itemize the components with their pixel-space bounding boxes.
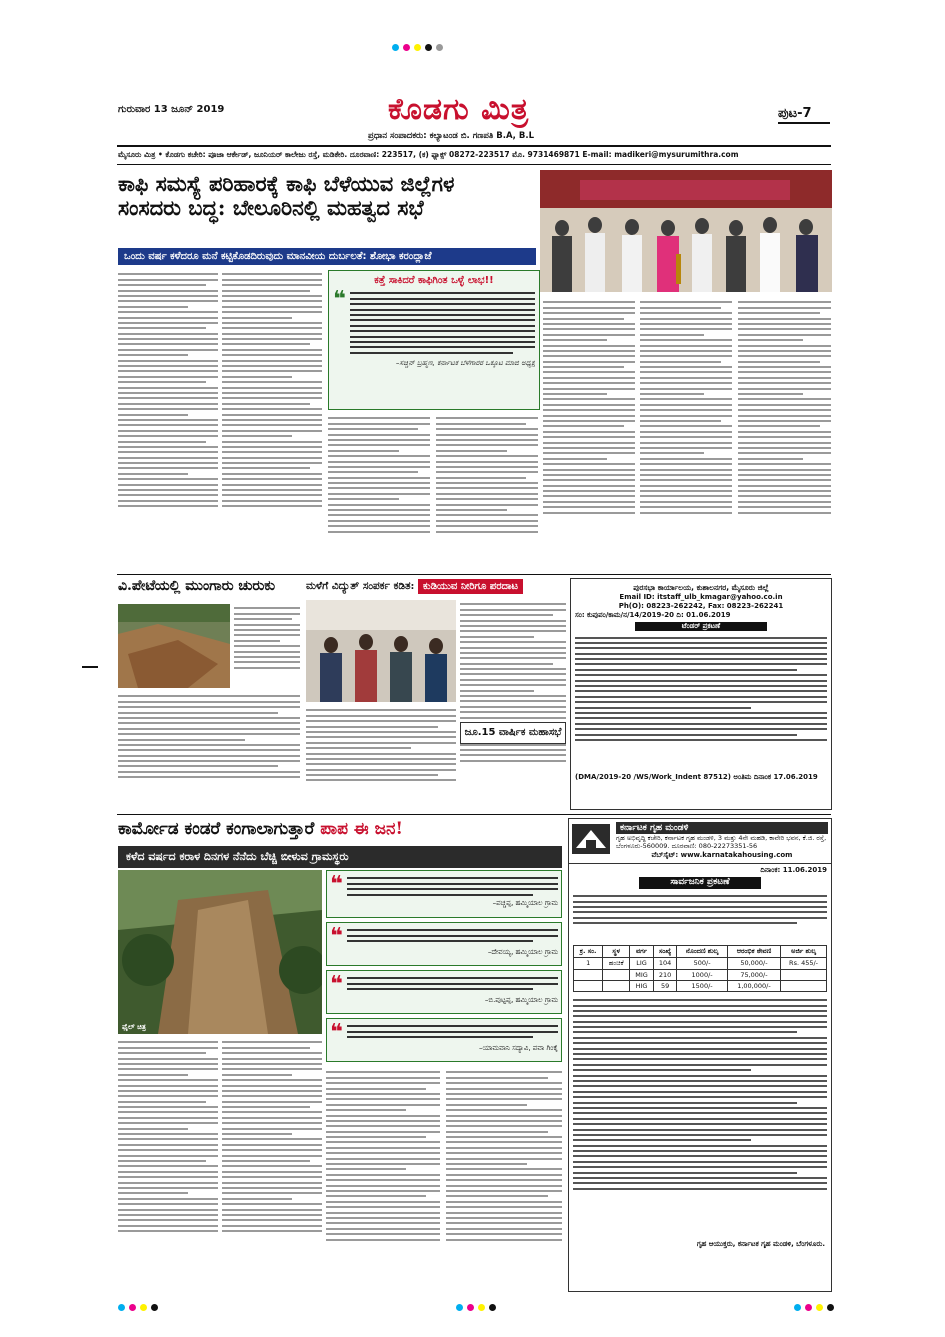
table-header: ಕ್ರ. ಸಂ. <box>574 945 603 957</box>
registration-marks-bottom-center <box>456 1304 496 1311</box>
lead-photo <box>540 170 832 292</box>
margin-mark <box>82 666 98 668</box>
lead-quote-box <box>328 270 540 410</box>
masthead-rule <box>117 145 831 147</box>
quote-mark-icon: ❝ <box>330 1020 343 1045</box>
table-header: ನೊಂದಣಿ ಶುಲ್ಕ <box>677 945 727 957</box>
quote-mark-icon: ❝ <box>330 872 343 897</box>
table-header: ಸ್ಥಳ <box>603 945 630 957</box>
feature-headline: ಕಾರ್ಮೋಡ ಕಂಡರೆ ಕಂಗಾಲಾಗುತ್ತಾರೆ ಪಾಪ ಈ ಜನ! <box>118 819 403 839</box>
rain-headline: ವಿ.ಪೇಟೆಯಲ್ಲಿ ಮುಂಗಾರು ಚುರುಕು <box>118 578 276 594</box>
housing-notice <box>568 818 832 1292</box>
feature-text-col-4 <box>446 1068 562 1288</box>
registration-marks-bottom-left <box>118 1304 158 1311</box>
page-number-rule <box>778 122 830 124</box>
housing-board-logo-icon <box>572 824 610 858</box>
quote-mark-icon: ❝ <box>330 924 343 949</box>
quote-credit: –ಸಚ್ಚಿನ್ ಬ್ರಹ್ಮಣ, ಕರ್ನಾಟಕ ಬೆಳೆಗಾರರ ಒಕ್ಕೂಟ ಮಾಜಿ ಅಧ್ಯಕ್ಷ <box>395 359 535 368</box>
rain-text-bottom <box>118 692 300 808</box>
editor-line: ಪ್ರಧಾನ ಸಂಪಾದಕರು: ಕಲ್ಯಾಟಂಡ ಬಿ. ಗಣಪತಿ B.A, B.L <box>368 131 534 141</box>
page-number: ಪುಟ-7 <box>778 106 812 121</box>
table-row: 1 ಹಂಚಿಕೆ LIG 104 500/- 50,000/- Rs. 455/- <box>574 957 827 969</box>
section-rule-2 <box>117 814 831 815</box>
power-photo <box>306 600 456 702</box>
feature-subhead: ಕಳೆದ ವರ್ಷದ ಕರಾಳ ದಿನಗಳ ನೆನೆದು ಬೆಚ್ಚಿ ಬೀಳುವ ಗ್ರಾಮಸ್ಥರು <box>118 846 562 868</box>
quote-credit: –ಯಾಮವಾನಿ ಸದ್ಯಾವಿ, ಪವಾ ಗಿಂಕೈ <box>478 1044 558 1052</box>
lead-text-col-6 <box>640 298 732 574</box>
quote-title: ಕತ್ತೆ ಸಾಕಿದರೆ ಕಾಫಿಗಿಂತ ಒಳ್ಳೆ ಲಾಭ!! <box>374 275 494 286</box>
lead-text-col-2 <box>222 270 322 574</box>
feature-quote-2 <box>326 922 562 966</box>
feature-quote-3 <box>326 970 562 1014</box>
tender-ref: ಸಂ: ಕುಪುಪಂ/ಕಾಮ/ನ/14/2019-20 ದಿ: 01.06.2019 <box>575 610 731 619</box>
registration-marks-top <box>392 44 443 51</box>
feature-text-col-2 <box>222 1038 322 1288</box>
lead-text-col-5 <box>543 298 635 574</box>
housing-address: ಗೃಹ ಅಭಿವೃದ್ಧಿ ಕಚೇರಿ, ಕರ್ನಾಟಕ ಗೃಹ ಮಂಡಳಿ, 3 ಮತ್ತು 4ನೇ ಮಹಡಿ, ಕಾವೇರಿ ಭವನ, ಕೆ.ಜಿ. ರಸ್ತೆ, ಬೆಂಗಳೂರು-560009. ದೂರವಾಣಿ: 080-22273351-56 <box>616 834 827 851</box>
contact-rule <box>117 164 831 165</box>
power-text-left <box>306 706 456 808</box>
table-row: HIG 59 1500/- 1,00,000/- <box>574 980 827 991</box>
quote-mark-icon: ❝ <box>333 287 346 312</box>
housing-table <box>573 945 827 992</box>
table-header: ಆರಂಭಿಕ ಠೇವಣಿ <box>727 945 780 957</box>
section-rule-1 <box>117 574 831 575</box>
quote-credit: –ಪಚ್ಚಪ್ಪ, ಹಮ್ಮಿಯಾಲ ಗ್ರಾಮ <box>492 898 558 907</box>
tender-notice <box>570 578 832 810</box>
registration-marks-bottom-right <box>794 1304 834 1311</box>
lead-subhead: ಒಂದು ವರ್ಷ ಕಳೆದರೂ ಮನೆ ಕಟ್ಟಿಕೊಡದಿರುವುದು ಮಾನವೀಯ ದುರ್ಬಲತೆ: ಶೋಭಾ ಕರಂದ್ಲಾಜೆ <box>118 248 536 265</box>
lead-text-col-7 <box>738 298 831 574</box>
table-header: ಅರ್ಜಿ ಶುಲ್ಕ <box>781 945 827 957</box>
tender-title: ಟೆಂಡರ್ ಪ್ರಕಟಣೆ <box>635 622 767 631</box>
tender-phone: Ph(O): 08223-262242, Fax: 08223-262241 <box>618 601 784 610</box>
lead-text-col-3 <box>328 414 430 574</box>
feature-quote-4 <box>326 1018 562 1062</box>
feature-quote-1 <box>326 870 562 918</box>
housing-signoff: ಗೃಹ ಆಯುಕ್ತರು, ಕರ್ನಾಟಕ ಗೃಹ ಮಂಡಳಿ, ಬೆಂಗಳೂರು. <box>696 1239 825 1248</box>
quote-mark-icon: ❝ <box>330 972 343 997</box>
rain-photo <box>118 604 230 688</box>
housing-date: ದಿನಾಂಕ: 11.06.2019 <box>760 865 827 874</box>
lead-text-col-1 <box>118 270 218 574</box>
table-row: MIG 210 1000/- 75,000/- <box>574 969 827 980</box>
table-header: ಸಂಖ್ಯೆ <box>653 945 676 957</box>
power-headline: ಮಳೆಗೆ ವಿದ್ಯುತ್ ಸಂಪರ್ಕ ಕಡಿತ: ಕುಡಿಯುವ ನೀರಿಗೂ ಪರದಾಟ <box>306 580 566 593</box>
quote-credit: –ದೇವಯ್ಯ, ಹಮ್ಮಿಯಾಲ ಗ್ರಾಮ <box>487 948 558 956</box>
lead-headline: ಕಾಫಿ ಸಮಸ್ಯೆ ಪರಿಹಾರಕ್ಕೆ ಕಾಫಿ ಬೆಳೆಯುವ ಜಿಲ್ಲೆಗಳ ಸಂಸದರು ಬದ್ಧ: ಬೇಲೂರಿನಲ್ಲಿ ಮಹತ್ವದ ಸಭೆ <box>118 171 455 221</box>
newspaper-title: ಕೊಡಗು ಮಿತ್ರ <box>388 92 530 127</box>
feature-photo <box>118 870 322 1034</box>
power-text-right <box>460 600 566 808</box>
issue-date: ಗುರುವಾರ 13 ಜೂನ್ 2019 <box>118 104 225 115</box>
meeting-box: ಜೂ.15 ವಾರ್ಷಿಕ ಮಹಾಸಭೆ <box>460 722 566 744</box>
feature-text-col-1 <box>118 1038 218 1288</box>
feature-text-col-3 <box>326 1068 440 1288</box>
table-header: ವರ್ಗ <box>630 945 654 957</box>
tender-office: ಪುರಸಭಾ ಕಾರ್ಯಾಲಯ, ಕುಶಾಲನಗರ, ಮೈಸೂರು ಜಿಲ್ಲೆ <box>633 583 769 592</box>
housing-notice-title: ಸಾರ್ವಜನಿಕ ಪ್ರಕಟಣೆ <box>639 877 761 889</box>
lead-text-col-4 <box>436 414 538 574</box>
rain-text-top <box>234 604 300 688</box>
contact-strip: ಮೈಸೂರು ಮಿತ್ರ • ಕೊಡಗು ಕಚೇರಿ: ಪೂಜಾ ಆರ್ಕೇಡ್, ಜೂನಿಯರ್ ಕಾಲೇಜು ರಸ್ತೆ, ಮಡಿಕೇರಿ. ದೂರವಾಣಿ: 223517, (ಕ) ಫ್ಯಾಕ್ಸ್ 08272-223517 ಮೊ. 9731469871 E-mail: madikeri@mysurumithra.com <box>118 150 739 159</box>
feature-photo-caption: ಫೈಲ್ ಚಿತ್ರ <box>122 1023 146 1031</box>
tender-footer: (DMA/2019-20 /WS/Work_Indent 87512) ಅಂತಿಮ ದಿನಾಂಕ 17.06.2019 <box>575 773 818 782</box>
tender-email: Email ID: itstaff_ulb_kmagar@yahoo.co.in <box>619 592 783 601</box>
housing-website: ವೆಬ್‌ಸೈಟ್: www.karnatakahousing.com <box>651 850 793 859</box>
quote-credit: –ಬಿ.ಪುಟ್ಟಪ್ಪ, ಹಮ್ಮಿಯಾಲ ಗ್ರಾಮ <box>484 996 558 1004</box>
housing-board-name: ಕರ್ನಾಟಕ ಗೃಹ ಮಂಡಳಿ <box>616 822 828 834</box>
